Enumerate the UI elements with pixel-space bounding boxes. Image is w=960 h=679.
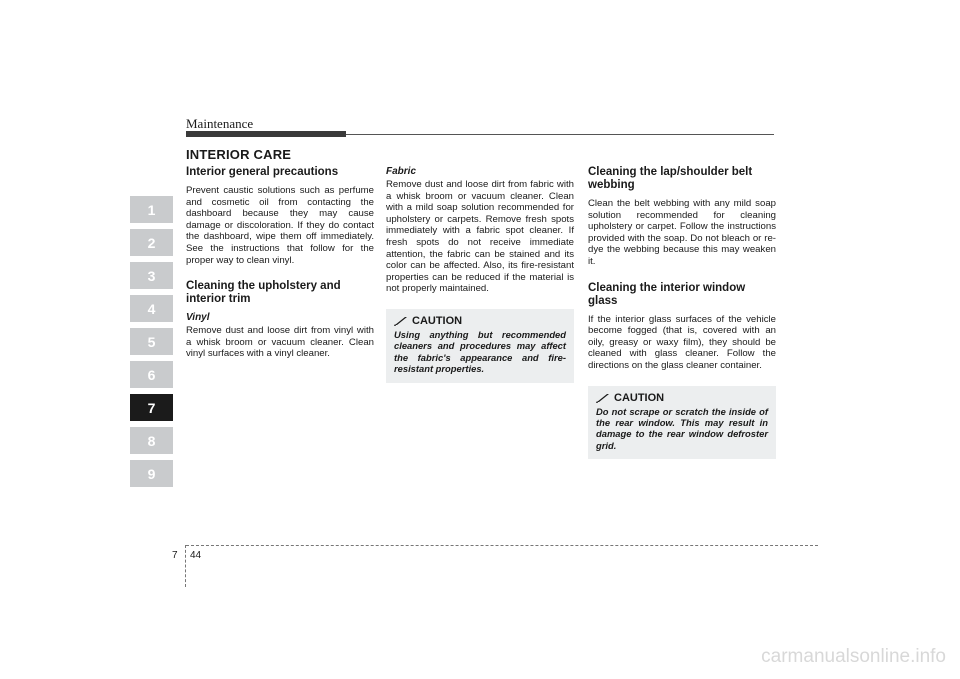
running-header: Maintenance — [186, 116, 254, 131]
caution-title: CAUTION — [614, 391, 665, 404]
footer-page-number: 44 — [190, 550, 202, 561]
chapter-tab-3[interactable]: 3 — [130, 262, 173, 289]
chapter-tab-8[interactable]: 8 — [130, 427, 173, 454]
chapter-tab-5[interactable]: 5 — [130, 328, 173, 355]
paragraph-belt: Clean the belt webbing with any mild soap solution recommended for cleaning upholstery or carpet. Follow the instructions provided with the soap. Do not bleach or re-dye the webbing because this may weaken it. — [588, 198, 776, 267]
caution-text: Do not scrape or scratch the inside of the rear window. This may result in damage to the rear window defroster grid. — [596, 405, 768, 451]
subheading-vinyl: Vinyl — [186, 312, 210, 324]
caution-box-fabric — [386, 309, 574, 383]
section-title: INTERIOR CARE — [186, 147, 292, 162]
footer-vertical-divider — [185, 545, 186, 587]
header-rule-dark — [186, 131, 346, 137]
heading-belt: Cleaning the lap/shoulder belt webbing — [588, 166, 753, 191]
watermark: carmanualsonline.info — [761, 646, 946, 667]
paragraph-precautions: Prevent caustic solutions such as perfume and cosmetic oil from contacting the dashboard because they may cause damage or discoloration. If they do contact the dashboard, wipe them off immediately. See the instructions that follow for the proper way to clean vinyl. — [186, 185, 374, 266]
paragraph-fabric: Remove dust and loose dirt from fabric with a whisk broom or vacuum cleaner. Clean with a mild soap solution recommended for upholstery or carpets. Remove fresh spots immediately with a fabric spot cleaner. If fresh spots do not receive immediate attention, the fabric can be stained and its color can be affected. Also, its fire-resistant properties can be reduced if the material is not properly maintained. — [386, 179, 574, 295]
chapter-tab-2[interactable]: 2 — [130, 229, 173, 256]
footer-divider — [186, 545, 818, 546]
column-3 — [588, 166, 776, 459]
chapter-tab-9[interactable]: 9 — [130, 460, 173, 487]
heading-precautions: Interior general precautions — [186, 166, 339, 178]
caution-text: Using anything but recommended cleaners and procedures may affect the fabric's appearance and fire-resistant properties. — [394, 328, 566, 375]
heading-window: Cleaning the interior window glass — [588, 281, 746, 307]
heading-upholstery: Cleaning the upholstery and interior trim — [186, 280, 341, 306]
header-rule-thin — [346, 134, 774, 135]
subheading-fabric: Fabric — [386, 166, 417, 177]
caution-box-window — [588, 386, 776, 460]
pencil-icon — [596, 393, 610, 403]
pencil-icon — [394, 316, 408, 326]
chapter-tab-4[interactable]: 4 — [130, 295, 173, 322]
caution-title: CAUTION — [412, 314, 463, 327]
chapter-tab-7[interactable]: 7 — [130, 394, 173, 421]
chapter-tab-1[interactable]: 1 — [130, 196, 173, 223]
column-1 — [186, 166, 374, 374]
paragraph-window: If the interior glass surfaces of the vehicle become fogged (that is, covered with an oily, greasy or waxy film), they should be cleaned with glass cleaner. Follow the directions on the glass cleaner container. — [588, 313, 776, 371]
footer-chapter-number: 7 — [172, 550, 178, 561]
chapter-tabs — [130, 196, 173, 493]
column-2 — [386, 166, 574, 383]
chapter-tab-6[interactable]: 6 — [130, 361, 173, 388]
paragraph-vinyl: Remove dust and loose dirt from vinyl with a whisk broom or vacuum cleaner. Clean vinyl surfaces with a vinyl cleaner. — [186, 325, 374, 360]
